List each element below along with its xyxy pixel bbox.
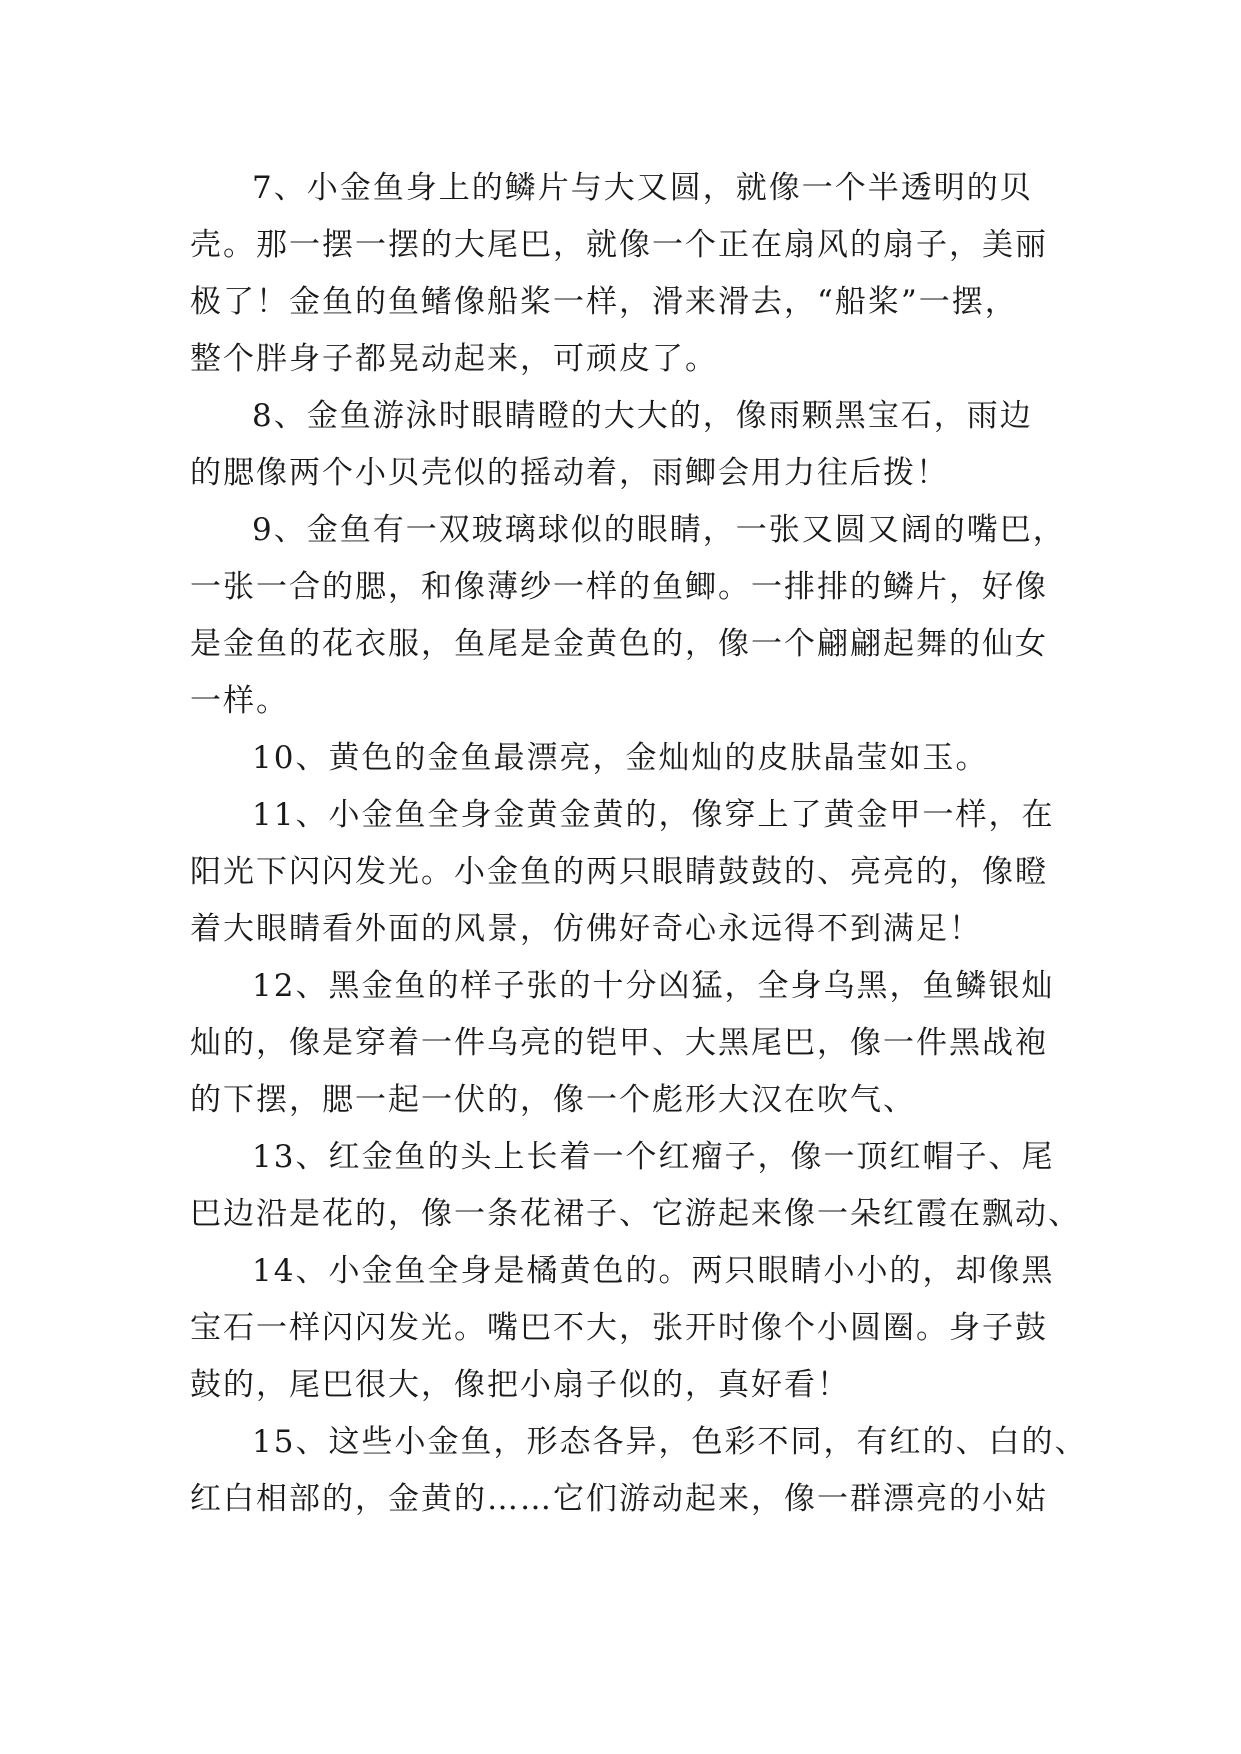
paragraph xyxy=(190,1129,1081,1243)
text-line: 灿的，像是穿着一件乌亮的铠甲、大黑尾巴，像一件黑战袍 xyxy=(190,1025,1048,1061)
text-line: 13、红金鱼的头上长着一个红瘤子，像一顶红帽子、尾 xyxy=(252,1139,1055,1175)
text-line: 11、小金鱼全身金黄金黄的，像穿上了黄金甲一样，在 xyxy=(252,797,1055,833)
paragraph xyxy=(190,1243,1060,1414)
text-line: 一张一合的腮，和像薄纱一样的鱼鲫。一排排的鳞片，好像 xyxy=(190,569,1048,605)
paragraph xyxy=(190,160,1060,388)
text-line: 15、这些小金鱼，形态各异，色彩不同，有红的、白的、 xyxy=(252,1424,1088,1460)
text-line: 壳。那一摆一摆的大尾巴，就像一个正在扇风的扇子，美丽 xyxy=(190,227,1048,263)
text-line: 极了！金鱼的鱼鳍像船桨一样，滑来滑去，“船桨”一摆， xyxy=(190,284,1018,320)
text-line: 巴边沿是花的，像一条花裙子、它游起来像一朵红霞在飘动、 xyxy=(190,1196,1081,1232)
paragraph xyxy=(190,388,1060,502)
paragraph xyxy=(190,502,1066,730)
text-line: 着大眼睛看外面的风景，仿佛好奇心永远得不到满足！ xyxy=(190,911,982,947)
text-line: 的腮像两个小贝壳似的摇动着，雨鲫会用力往后拨！ xyxy=(190,455,949,491)
text-line: 是金鱼的花衣服，鱼尾是金黄色的，像一个翩翩起舞的仙女 xyxy=(190,626,1048,662)
text-line: 红白相部的，金黄的……它们游动起来，像一群漂亮的小姑 xyxy=(190,1481,1048,1517)
paragraph xyxy=(190,730,1060,787)
paragraph xyxy=(190,958,1060,1129)
text-line: 7、小金鱼身上的鳞片与大又圆，就像一个半透明的贝 xyxy=(252,170,1033,206)
text-line: 8、金鱼游泳时眼睛瞪的大大的，像雨颗黑宝石，雨边 xyxy=(252,398,1033,434)
text-line: 12、黑金鱼的样子张的十分凶猛，全身乌黑，鱼鳞银灿 xyxy=(252,968,1055,1004)
text-line: 10、黄色的金鱼最漂亮，金灿灿的皮肤晶莹如玉。 xyxy=(252,740,989,776)
paragraph xyxy=(190,1414,1088,1528)
text-line: 宝石一样闪闪发光。嘴巴不大，张开时像个小圆圈。身子鼓 xyxy=(190,1310,1048,1346)
text-line: 的下摆，腮一起一伏的，像一个彪形大汉在吹气、 xyxy=(190,1082,916,1118)
text-line: 鼓的，尾巴很大，像把小扇子似的，真好看！ xyxy=(190,1367,850,1403)
paragraph xyxy=(190,787,1060,958)
text-line: 整个胖身子都晃动起来，可顽皮了。 xyxy=(190,341,718,377)
document-body xyxy=(190,160,1088,1528)
text-line: 一样。 xyxy=(190,683,289,719)
text-line: 9、金鱼有一双玻璃球似的眼睛，一张又圆又阔的嘴巴， xyxy=(252,512,1066,548)
text-line: 14、小金鱼全身是橘黄色的。两只眼睛小小的，却像黑 xyxy=(252,1253,1055,1289)
text-line: 阳光下闪闪发光。小金鱼的两只眼睛鼓鼓的、亮亮的，像瞪 xyxy=(190,854,1048,890)
